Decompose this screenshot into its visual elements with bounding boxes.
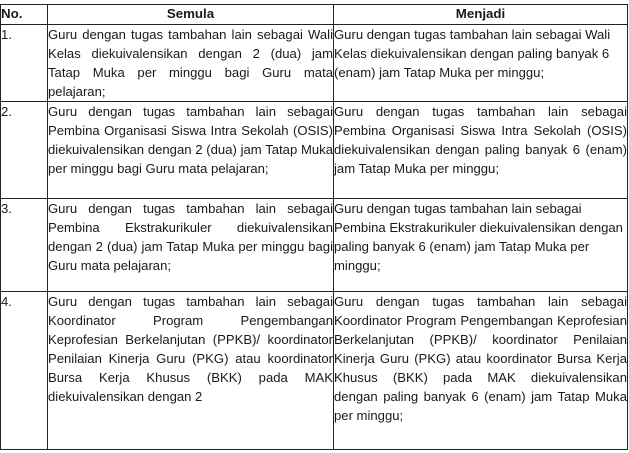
row-number: 2. (1, 102, 48, 199)
semula-text: Guru dengan tugas tambahan lain sebagai Koordinator Program Pengembangan Keprofesian Berkelanjutan (PPKB)/ koordinator Penilaian Kinerja Guru (PKG) atau koordinator Bursa Kerja Khusus (BKK) pada MAK diekuivalensikan dengan 2 (48, 292, 334, 450)
header-semula: Semula (48, 5, 334, 25)
header-row (1, 5, 628, 25)
semula-text: Guru dengan tugas tambahan lain sebagai Pembina Organisasi Siswa Intra Sekolah (OSIS) diekuivalensikan dengan 2 (dua) jam Tatap Muka per minggu bagi Guru mata pelajaran; (48, 102, 334, 199)
row-number: 1. (1, 25, 48, 102)
row-number: 4. (1, 292, 48, 450)
menjadi-text: Guru dengan tugas tambahan lain sebagai Pembina Ekstrakurikuler diekuivalensikan dengan paling banyak 6 (enam) jam Tatap Muka per minggu; (334, 199, 628, 292)
header-no: No. (1, 5, 48, 25)
row-number: 3. (1, 199, 48, 292)
semula-text: Guru dengan tugas tambahan lain sebagai Wali Kelas diekuivalensikan dengan 2 (dua) jam Tatap Muka per minggu bagi Guru mata pelajaran; (48, 25, 334, 102)
semula-text: Guru dengan tugas tambahan lain sebagai Pembina Ekstrakurikuler diekuivalensikan dengan 2 (dua) jam Tatap Muka per minggu bagi Guru mata pelajaran; (48, 199, 334, 292)
table-row (1, 25, 628, 102)
menjadi-text: Guru dengan tugas tambahan lain sebagai Wali Kelas diekuivalensikan dengan paling banyak 6 (enam) jam Tatap Muka per minggu; (334, 25, 628, 102)
amendment-table (0, 4, 628, 450)
menjadi-text: Guru dengan tugas tambahan lain sebagai Pembina Organisasi Siswa Intra Sekolah (OSIS) diekuivalensikan dengan paling banyak 6 (enam) jam Tatap Muka per minggu; (334, 102, 628, 199)
table-row (1, 102, 628, 199)
table-row (1, 199, 628, 292)
header-menjadi: Menjadi (334, 5, 628, 25)
menjadi-text: Guru dengan tugas tambahan lain sebagai Koordinator Program Pengembangan Keprofesian Berkelanjutan (PPKB)/ koordinator Penilaian Kinerja Guru (PKG) atau koordinator Bursa Kerja Khusus (BKK) pada MAK diekuivalensikan dengan paling banyak 6 (enam) jam Tatap Muka per minggu; (334, 292, 628, 450)
table-row (1, 292, 628, 450)
